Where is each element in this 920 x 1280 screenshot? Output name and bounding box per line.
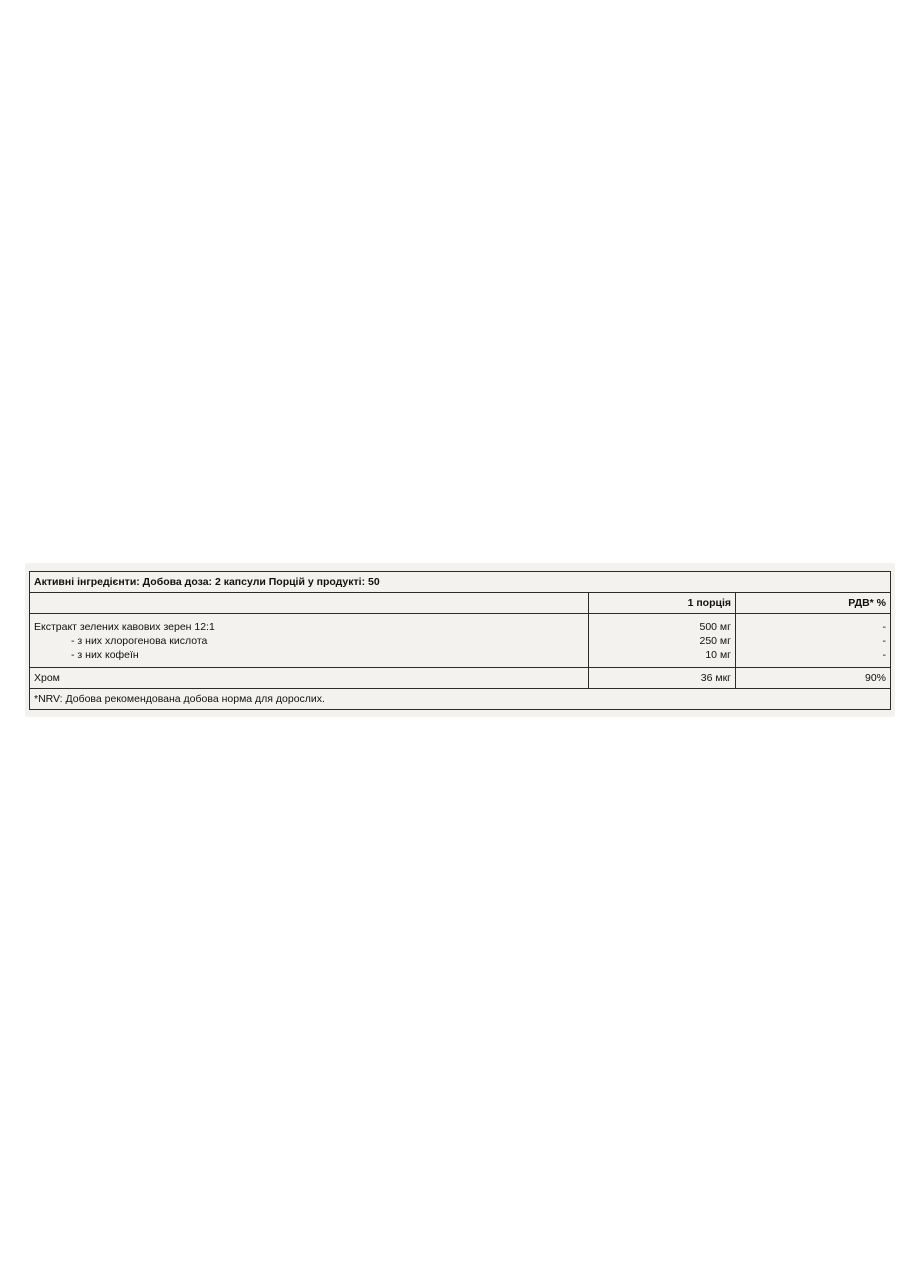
portion-value: 250 мг bbox=[699, 634, 731, 647]
footnote-row bbox=[30, 689, 891, 710]
ingredient-name: - з них хлорогенова кислота bbox=[71, 634, 208, 647]
nrv-cell bbox=[736, 614, 891, 668]
header-portion: 1 порція bbox=[589, 593, 736, 614]
table-row bbox=[30, 668, 891, 689]
table-title: Активні інгредієнти: Добова доза: 2 капсули Порцій у продукті: 50 bbox=[30, 572, 891, 593]
table-title-row bbox=[30, 572, 891, 593]
footnote: *NRV: Добова рекомендована добова норма для дорослих. bbox=[30, 689, 891, 710]
portion-value: 36 мкг bbox=[589, 668, 736, 689]
ingredient-name: - з них кофеїн bbox=[71, 648, 139, 661]
nrv-value: - bbox=[882, 634, 886, 647]
table-header-row bbox=[30, 593, 891, 614]
nrv-value: 90% bbox=[736, 668, 891, 689]
header-nrv: РДВ* % bbox=[736, 593, 891, 614]
portion-value: 10 мг bbox=[705, 648, 731, 661]
header-name bbox=[30, 593, 589, 614]
ingredient-name: Хром bbox=[30, 668, 589, 689]
portion-cell bbox=[589, 614, 736, 668]
ingredient-name: Екстракт зелених кавових зерен 12:1 bbox=[34, 620, 215, 633]
supplement-facts-table bbox=[29, 571, 891, 710]
table-row bbox=[30, 614, 891, 668]
ingredient-name-cell bbox=[30, 614, 589, 668]
portion-value: 500 мг bbox=[699, 620, 731, 633]
nrv-value: - bbox=[882, 620, 886, 633]
nrv-value: - bbox=[882, 648, 886, 661]
